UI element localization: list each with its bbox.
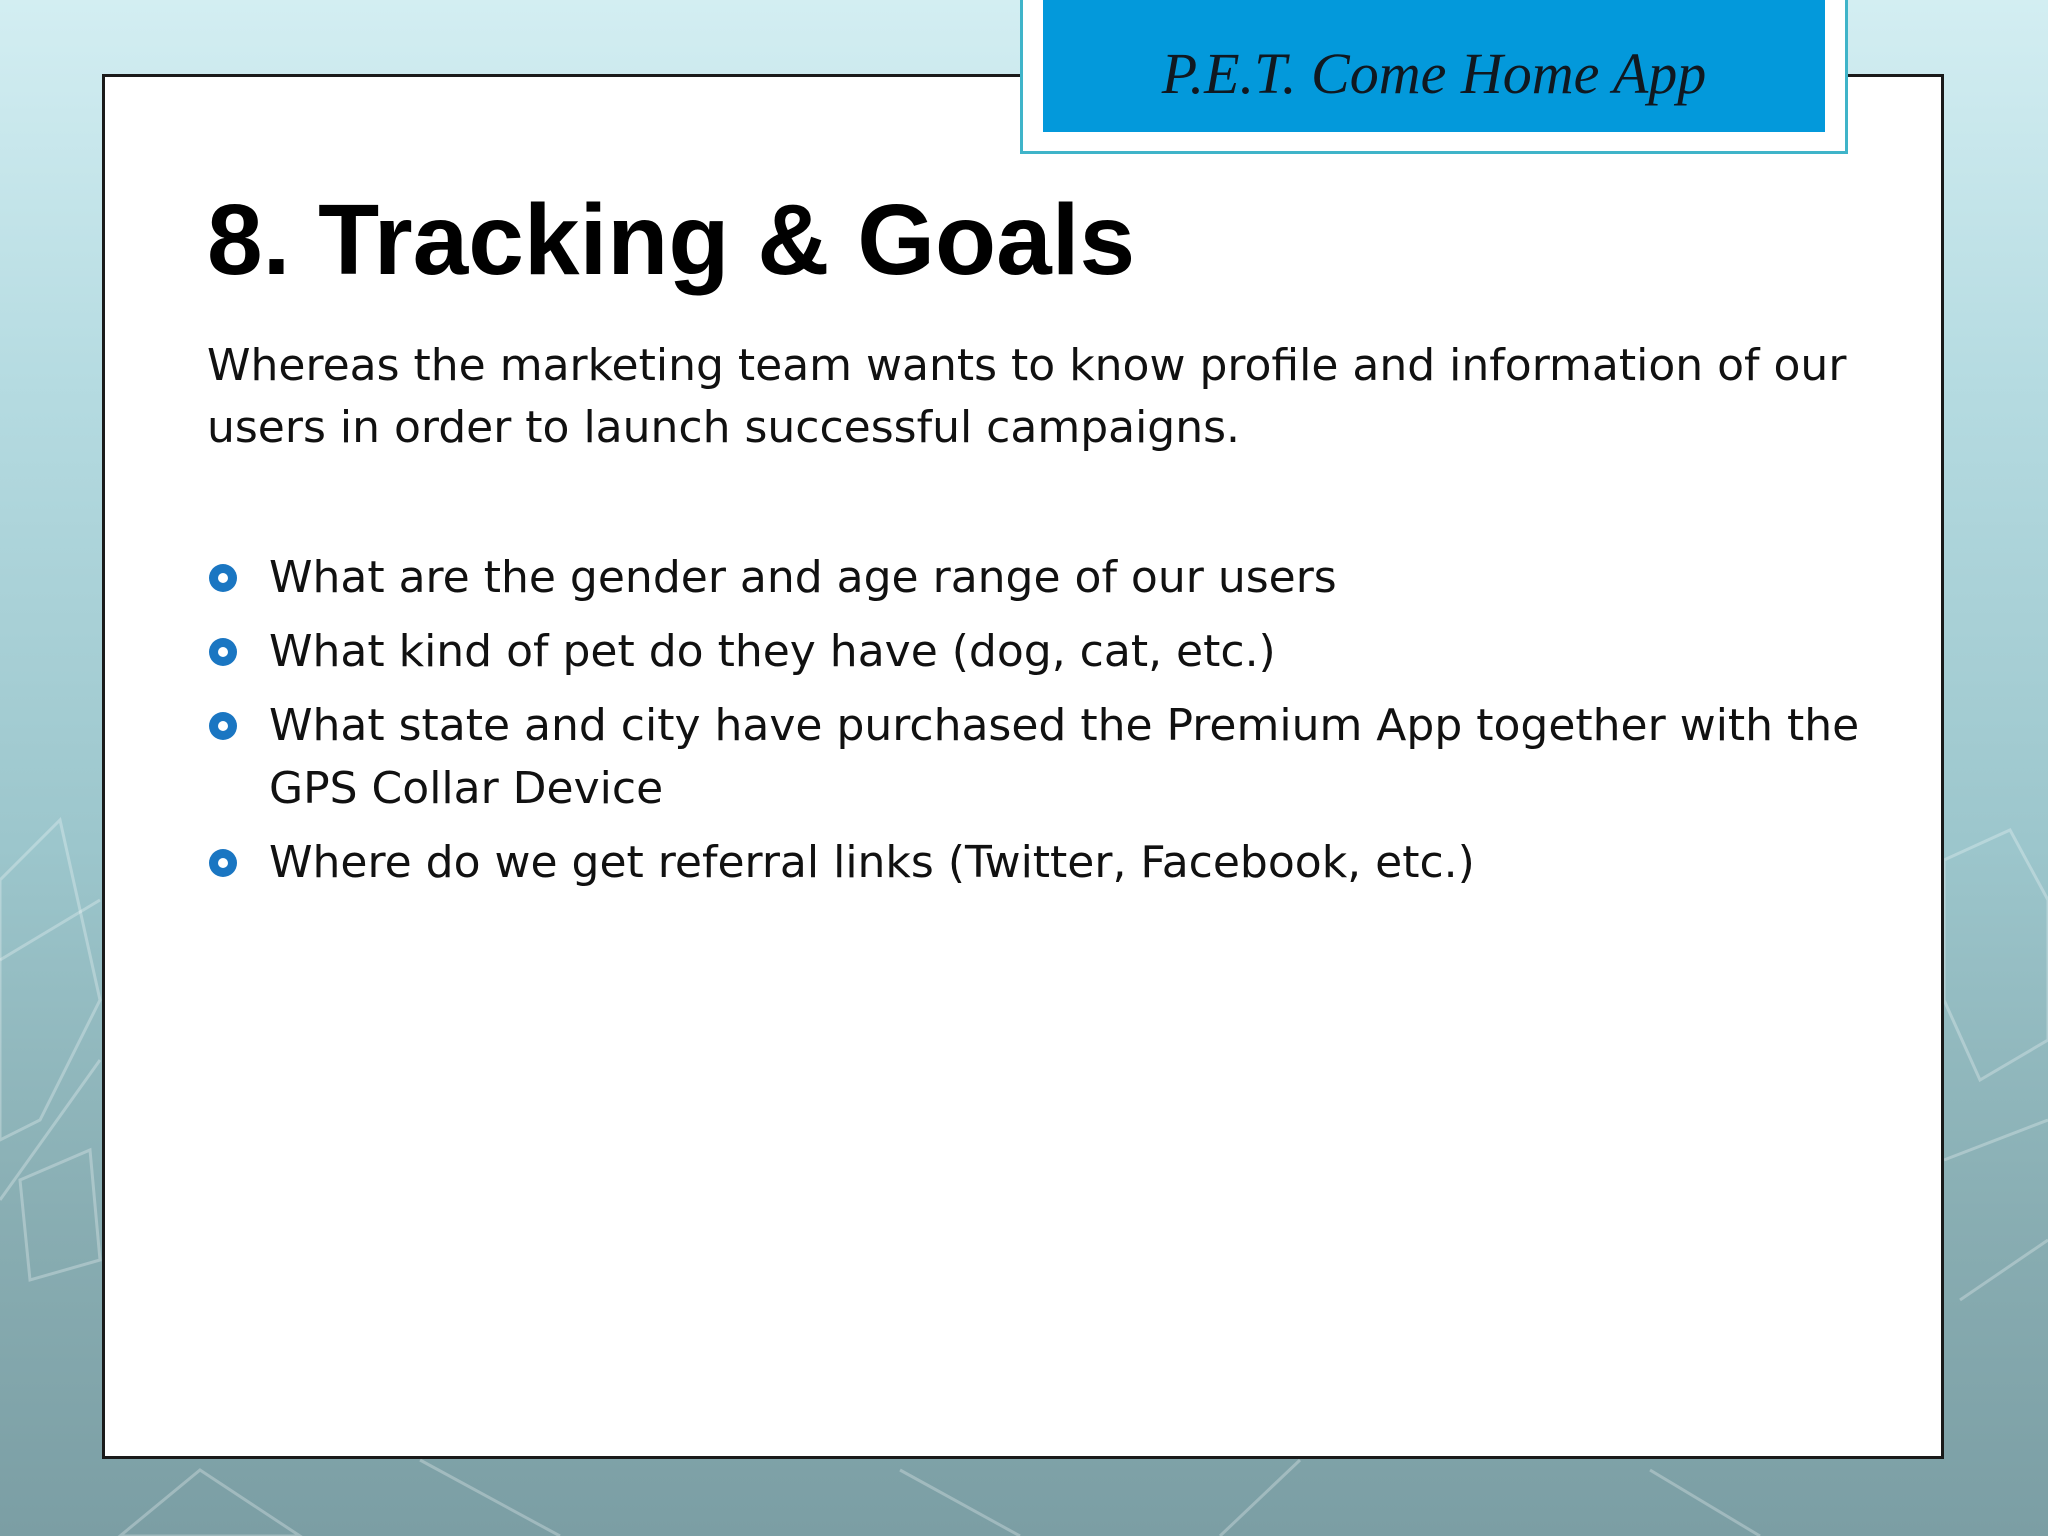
bullet-text: What state and city have purchased the Premium App together with the GPS Collar Device <box>269 700 1860 814</box>
ring-bullet-icon <box>209 638 237 666</box>
bullet-text: What kind of pet do they have (dog, cat, etc.) <box>269 626 1276 677</box>
bullet-text: What are the gender and age range of our users <box>269 552 1337 603</box>
list-item <box>207 694 1887 820</box>
list-item <box>207 546 1887 609</box>
app-title: P.E.T. Come Home App <box>1161 40 1707 106</box>
slide-title: 8. Tracking & Goals <box>207 184 1136 296</box>
header-banner <box>1043 0 1825 132</box>
ring-bullet-icon <box>209 849 237 877</box>
header-tab <box>1020 0 1848 154</box>
intro-paragraph: Whereas the marketing team wants to know profile and information of our users in order to launch successful campaigns. <box>207 340 1847 453</box>
bullet-text: Where do we get referral links (Twitter, Facebook, etc.) <box>269 837 1475 888</box>
ring-bullet-icon <box>209 564 237 592</box>
ring-bullet-icon <box>209 712 237 740</box>
list-item <box>207 831 1887 894</box>
bullet-list <box>207 546 1887 905</box>
list-item <box>207 620 1887 683</box>
